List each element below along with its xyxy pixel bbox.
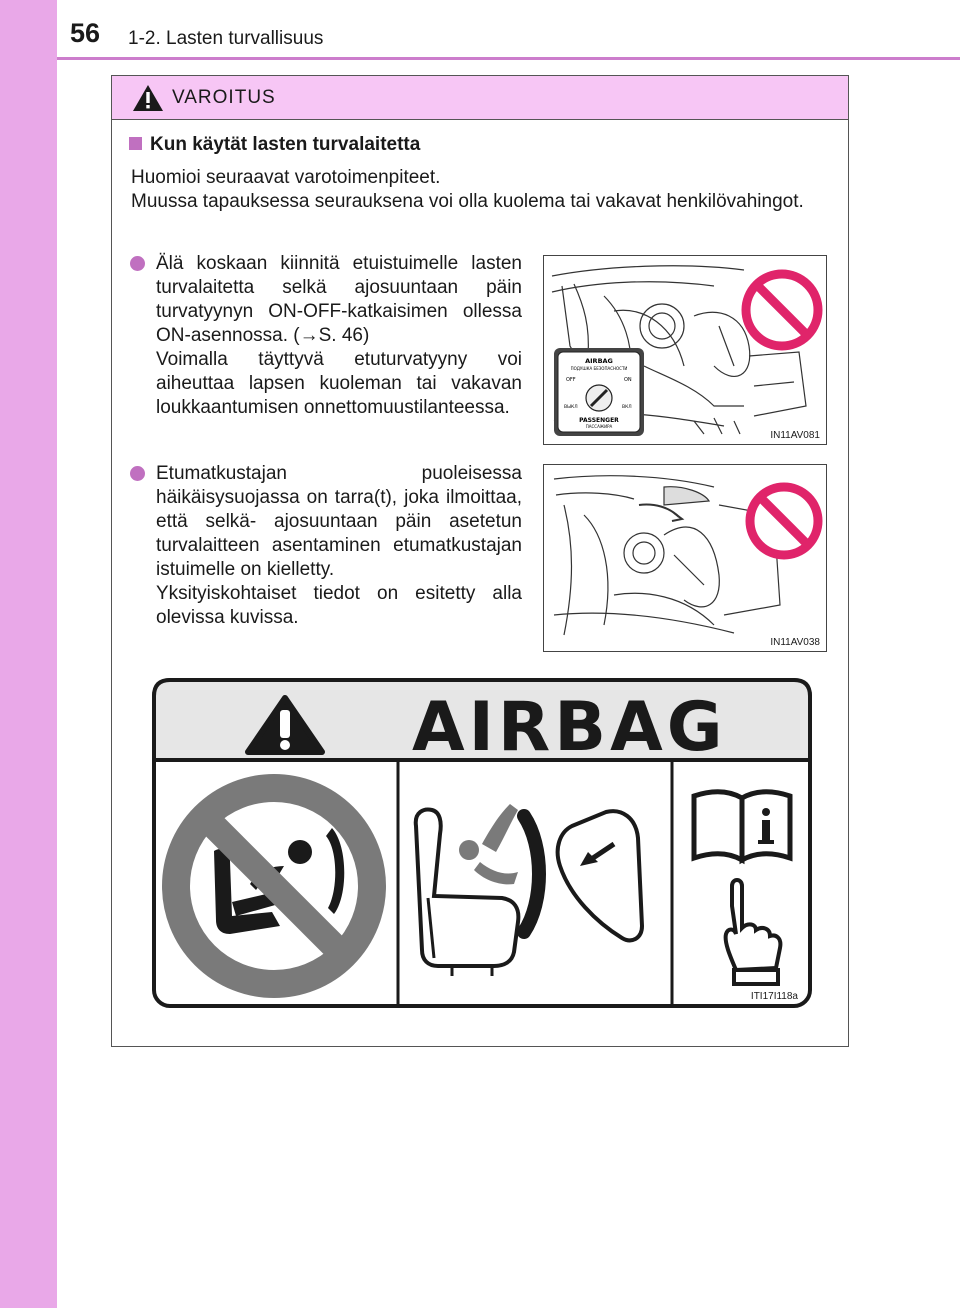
bullet-item xyxy=(130,462,522,630)
bullet-item xyxy=(130,252,522,420)
bullet-line: Voimalla täyttyvä etuturvatyyny voi aiheuttaa lapsen kuoleman tai vakavan loukkaantumisen onnettomuustilanteessa. xyxy=(156,349,522,418)
header-rule xyxy=(57,57,960,60)
car-visor-illustration xyxy=(544,465,826,651)
figure-code: IN11AV081 xyxy=(770,430,820,441)
figure-code: IN11AV038 xyxy=(770,637,820,648)
figure-airbag-switch xyxy=(543,255,827,445)
switch-passenger: PASSENGER xyxy=(579,417,619,424)
figure-code: ITI17I118a xyxy=(750,991,798,1002)
bullet-line: Älä koskaan kiinnitä etuistuimelle lasten turvalaitetta selkä ajosuuntaan päin turvatyynyn ON-OFF-katkaisimen ollessa ON-asennossa. (→S. 46) xyxy=(156,253,522,346)
switch-subtitle: ПОДУШКА БЕЗОПАСНОСТИ xyxy=(570,366,628,371)
warning-box xyxy=(111,75,849,1047)
car-interior-illustration xyxy=(544,256,826,444)
bullet-dot-icon xyxy=(130,256,145,271)
switch-on-ru: ВКЛ xyxy=(622,405,632,410)
page-number: 56 xyxy=(70,18,101,48)
switch-off-ru: ВЫКЛ xyxy=(564,405,578,410)
side-strip xyxy=(0,0,57,1308)
subheading-text: Kun käytät lasten turvalaitetta xyxy=(150,134,421,155)
switch-passenger-ru: ПАССАЖИРА xyxy=(585,424,613,429)
bullet-dot-icon xyxy=(130,466,145,481)
no-child-seat-icon xyxy=(176,788,372,984)
section-title: 1-2. Lasten turvallisuus xyxy=(128,28,324,49)
bullet-line: Etumatkustajan puoleisessa häikäisysuojassa on tarra(t), joka ilmoittaa, että selkä- ajosuuntaan päin asetetun turvalaitteen asentaminen etumatkustajan istuimelle on kielletty. xyxy=(156,463,522,580)
subheading xyxy=(129,134,420,156)
bullet-line: Yksityiskohtaiset tiedot on esitetty alla olevissa kuvissa. xyxy=(156,583,522,628)
intro-line: Huomioi seuraavat varotoimenpiteet. xyxy=(131,167,441,188)
intro-line: Muussa tapauksessa seurauksena voi olla kuolema tai vakavat henkilövahingot. xyxy=(131,191,804,212)
switch-off: OFF xyxy=(566,377,576,383)
switch-title: AIRBAG xyxy=(585,357,613,365)
square-bullet-icon xyxy=(129,137,142,150)
manual-book-icon xyxy=(694,792,790,860)
no-entry-icon xyxy=(746,274,818,346)
warning-header xyxy=(112,76,848,120)
bullet-text xyxy=(156,252,522,420)
warning-triangle-icon xyxy=(132,84,164,112)
bullet-text xyxy=(156,462,522,630)
airbag-label-word: AIRBAG xyxy=(412,688,727,767)
warning-label: VAROITUS xyxy=(172,87,276,108)
switch-on: ON xyxy=(624,377,632,383)
intro-text xyxy=(131,166,831,214)
figure-sun-visor xyxy=(543,464,827,652)
no-entry-icon xyxy=(750,487,818,555)
